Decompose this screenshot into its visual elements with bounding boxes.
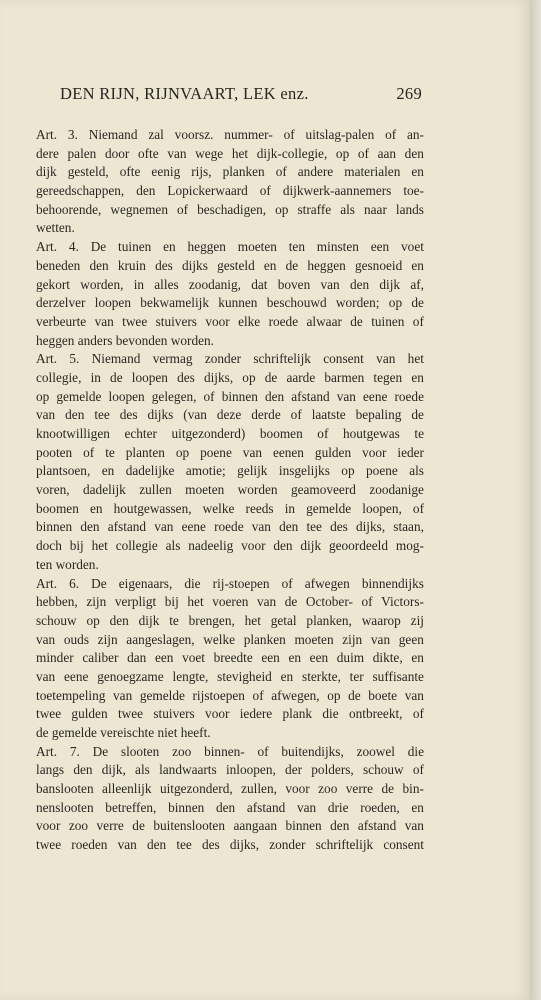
text-line: derzelver loopen bekwamelijk kunnen beschouwd worden; op de xyxy=(36,295,424,311)
text-line: toetempeling van gemelde rijstoepen of afwegen, op de boete van xyxy=(36,687,424,703)
text-line: op gemelde loopen gelegen, of binnen den afstand van eene roede xyxy=(36,388,424,404)
text-line: schouw op den dijk te brengen, het getal planken, waarop zij xyxy=(36,612,424,628)
text-line: dere palen door ofte van wege het dijk-collegie, op of aan den xyxy=(36,145,424,161)
text-line: de gemelde vereischte niet heeft. xyxy=(36,725,211,740)
page-number: 269 xyxy=(396,84,422,103)
text-line: dijk gesteld, ofte eenig rijs, planken of andere materialen en xyxy=(36,164,424,180)
text-line: banslooten alleenlijk uitgezonderd, zullen, voor zoo verre de bin- xyxy=(36,781,424,797)
text-line: ten worden. xyxy=(36,556,99,572)
text-line: hebben, zijn verpligt bij het voeren van de October- of Victors- xyxy=(36,594,424,610)
text-line: pooten of te planten op poene van eenen gulden voor ieder xyxy=(36,444,424,460)
text-line: beneden den kruin des dijks gesteld en de heggen gesnoeid en xyxy=(36,257,424,273)
text-line: Art. 5. Niemand vermag zonder schriftelijk consent van het xyxy=(36,351,424,367)
text-line: boomen en houtgewassen, welke reeds in gemelde loopen, of xyxy=(36,500,424,516)
text-line: Art. 3. Niemand zal voorsz. nummer- of uitslag-palen of an- xyxy=(36,127,424,142)
text-line: collegie, in de loopen des dijks, op de aarde barmen tegen en xyxy=(36,369,424,385)
text-line: minder caliber dan een voet breedte een en een duim dikte, en xyxy=(36,650,424,666)
running-title: DEN RIJN, RIJNVAART, LEK enz. xyxy=(60,84,309,103)
page-edge xyxy=(530,0,541,1000)
text-line: Art. 4. De tuinen en heggen moeten ten minsten een voet xyxy=(36,239,424,255)
text-line: knootwilligen echter uitgezonderd) boomen of houtgewas te xyxy=(36,426,424,441)
text-line: binnen den afstand van eene roede van den tee des dijks, staan, xyxy=(36,519,424,535)
text-line: van eene genoegzame lengte, stevigheid en sterkte, ter suffisante xyxy=(36,668,424,684)
text-line: Art. 7. De slooten zoo binnen- of buitendijks, zoowel die xyxy=(36,743,424,759)
text-line: gereedschappen, den Lopickerwaard of dijkwerk-aannemers toe- xyxy=(36,183,424,199)
body-text xyxy=(36,126,424,855)
text-line: twee roeden van den tee des dijks, zonder schriftelijk consent xyxy=(36,837,424,853)
article-paragraph xyxy=(36,575,424,743)
article-paragraph xyxy=(36,126,424,238)
text-line: doch bij het collegie als nadeelig voor den dijk geoordeeld mog- xyxy=(36,538,424,554)
text-line: behoorende, wegnemen of beschadigen, op straffe als naar lands xyxy=(36,201,424,217)
text-line: heggen anders bevonden worden. xyxy=(36,332,214,348)
text-line: langs den dijk, als landwaarts inloopen, der polders, schouw of xyxy=(36,762,424,778)
text-line: van ouds zijn aangeslagen, welke planken moeten zijn van geen xyxy=(36,631,424,647)
text-line: twee gulden twee stuivers voor iedere plank die ontbreekt, of xyxy=(36,706,424,722)
article-paragraph xyxy=(36,350,424,574)
article-paragraph xyxy=(36,743,424,855)
text-line: wetten. xyxy=(36,220,75,236)
text-line: verbeurte van twee stuivers voor elke roede alwaar de tuinen of xyxy=(36,313,424,329)
text-line: gekort worden, in alles zoodanig, dat boven van den dijk af, xyxy=(36,276,424,292)
article-paragraph xyxy=(36,238,424,350)
text-line: van den tee des dijks (van deze derde of laatste bepaling de xyxy=(36,407,424,423)
text-line: voren, dadelijk zullen moeten worden geamoveerd zoodanige xyxy=(36,482,424,498)
text-line: nenslooten betreffen, binnen den afstand van drie roeden, en xyxy=(36,799,424,815)
text-line: Art. 6. De eigenaars, die rij-stoepen of afwegen binnendijks xyxy=(36,575,424,591)
text-line: plantsoen, en dadelijke amotie; gelijk insgelijks op poene als xyxy=(36,463,424,479)
text-line: voor zoo verre de buitenslooten aangaan binnen den afstand van xyxy=(36,818,424,834)
